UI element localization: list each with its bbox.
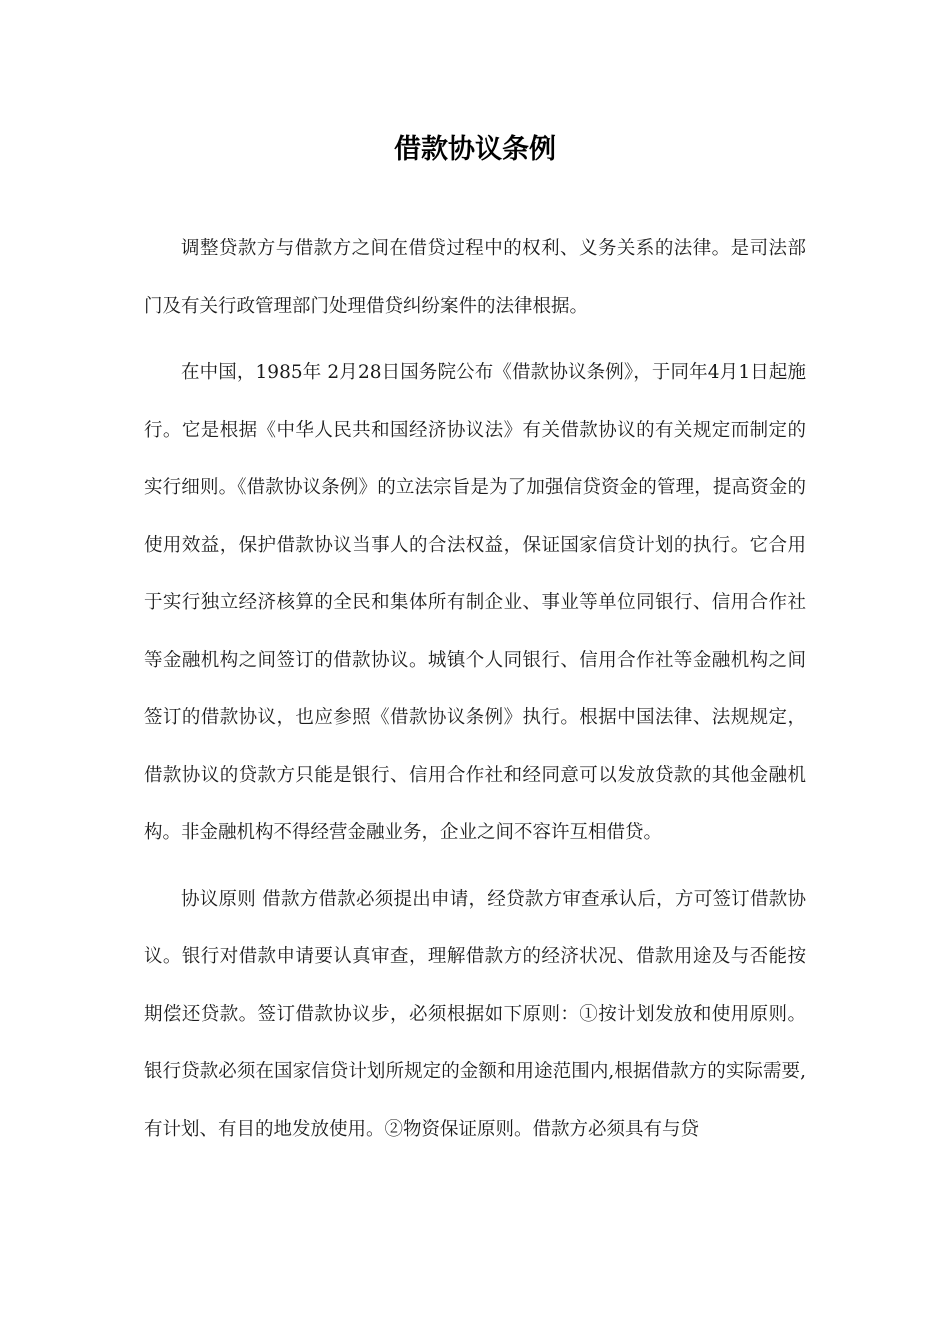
paragraph-principles: 协议原则 借款方借款必须提出申请，经贷款方审查承认后，方可签订借款协议。银行对借款申请要认真审查，理解借款方的经济状况、借款用途及与否能按期偿还贷款。签订借款协议步，必须根据如下原则：①按计划发放和使用原则。银行贷款必须在国家信贷计划所规定的金额和用途范围内,根据借款方的实际需要,有计划、有目的地发放使用。②物资保证原则。借款方必须具有与贷 xyxy=(144,888,806,1140)
paragraph-history: 在中国，1985年 2月28日国务院公布《借款协议条例》，于同年4月1日起施行。它是根据《中华人民共和国经济协议法》有关借款协议的有关规定而制定的实行细则。《借款协议条例》的立法宗旨是为了加强信贷资金的管理，提高资金的使用效益，保护借款协议当事人的合法权益，保证国家信贷计划的执行。它合用于实行独立经济核算的全民和集体所有制企业、事业等单位同银行、信用合作社等金融机构之间签订的借款协议。城镇个人同银行、信用合作社等金融机构之间签订的借款协议，也应参照《借款协议条例》执行。根据中国法律、法规规定，借款协议的贷款方只能是银行、信用合作社和经同意可以发放贷款的其他金融机构。非金融机构不得经营金融业务，企业之间不容许互相借贷。 xyxy=(144,362,806,843)
document-title: 借款协议条例 xyxy=(394,134,556,165)
paragraph-definition: 调整贷款方与借款方之间在借贷过程中的权利、义务关系的法律。是司法部门及有关行政管理部门处理借贷纠纷案件的法律根据。 xyxy=(144,238,806,317)
document-body xyxy=(144,220,806,1167)
